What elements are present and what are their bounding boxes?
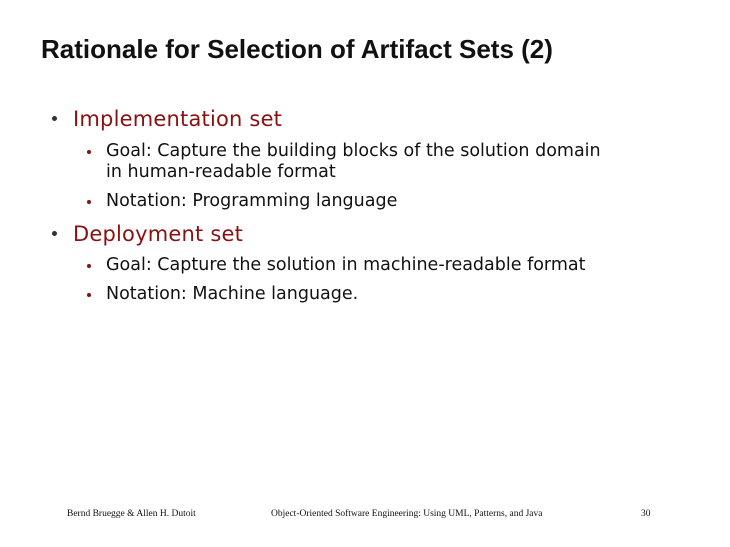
bullet-dot-icon <box>52 116 57 121</box>
sub-bullet-text: Notation: Programming language <box>106 191 398 211</box>
slide-title: Rationale for Selection of Artifact Sets (2) <box>41 34 553 64</box>
sub-bullet-text: Goal: Capture the solution in machine-readable format <box>106 255 586 275</box>
footer-page-number: 30 <box>641 509 651 519</box>
sub-bullet-text: Goal: Capture the building blocks of the solution domain <box>106 141 601 161</box>
footer-book-title: Object-Oriented Software Engineering: Using UML, Patterns, and Java <box>271 509 543 519</box>
bullet-label: Implementation set <box>73 107 283 131</box>
bullet-label: Deployment set <box>73 222 244 246</box>
bullet-dot-icon <box>52 231 57 236</box>
sub-bullet-text: in human-readable format <box>106 162 336 182</box>
sub-bullet-dot-icon <box>87 264 91 268</box>
footer-authors: Bernd Bruegge & Allen H. Dutoit <box>67 509 196 519</box>
sub-bullet-dot-icon <box>87 293 91 297</box>
sub-bullet-dot-icon <box>87 200 91 204</box>
sub-bullet-text: Notation: Machine language. <box>106 284 359 304</box>
sub-bullet-dot-icon <box>87 150 91 154</box>
